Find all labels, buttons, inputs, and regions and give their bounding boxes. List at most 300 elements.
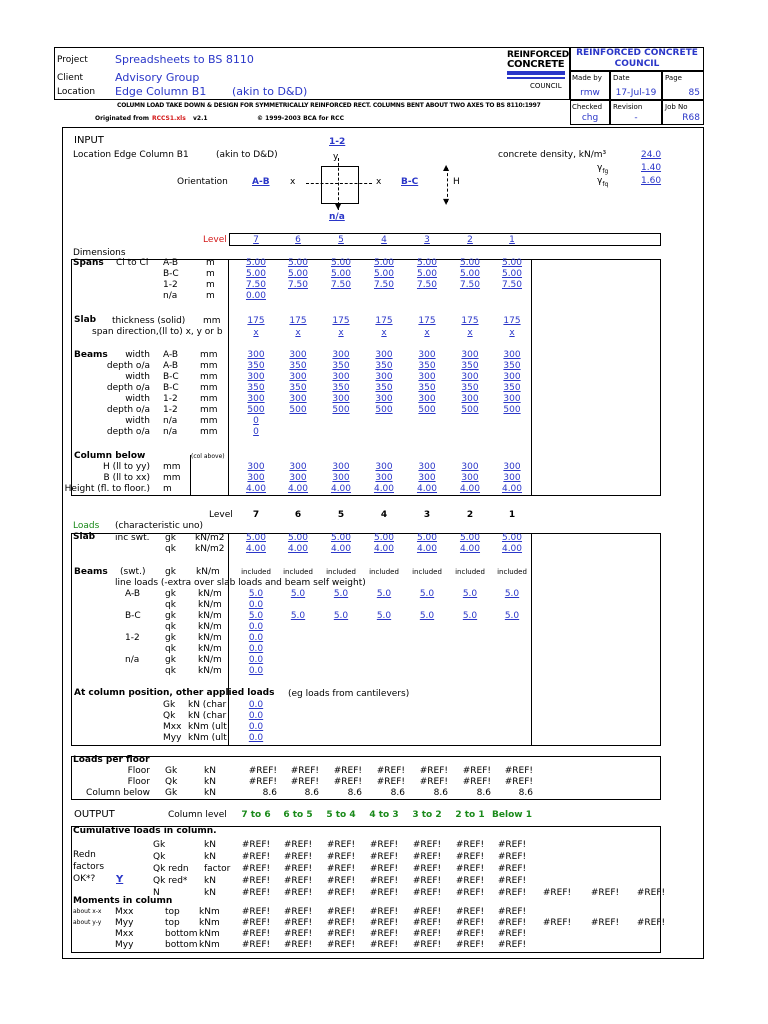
column-value[interactable]: 300 [375,473,393,483]
slab-load-value[interactable]: 4.00 [459,544,481,554]
beam-unit: mm [200,383,218,393]
column-value[interactable]: 300 [461,462,479,472]
column-value[interactable]: 4.00 [245,484,267,494]
beam-value[interactable]: 300 [332,394,350,404]
level-value[interactable]: 5 [338,235,344,245]
slab-load-label: gk [165,533,176,543]
moment-value: #REF! [497,907,527,917]
beam-value[interactable]: 500 [503,405,521,415]
line-load-unit: kN/m [198,644,222,654]
cumulative-value: #REF! [412,864,442,874]
span-value[interactable]: 7.50 [416,280,438,290]
span-value[interactable]: 5.00 [330,269,352,279]
beam-value[interactable]: 350 [247,361,265,371]
gamma-q-value[interactable]: 1.60 [641,176,662,186]
span-direction-value[interactable]: x [381,328,387,338]
applied-load-label: Qk [163,711,176,721]
cumulative-value: #REF! [497,864,527,874]
slab-load-value[interactable]: 4.00 [416,544,438,554]
slab-load-value[interactable]: 5.00 [330,533,352,543]
cumulative-value: #REF! [455,840,485,850]
line-load-unit: kN/m [198,600,222,610]
per-floor-value: #REF! [248,766,277,776]
cumulative-value: #REF! [326,852,356,862]
span-value[interactable]: 7.50 [501,280,523,290]
loads-value-divider [531,533,532,746]
line-load-value[interactable]: 5.0 [504,589,520,599]
applied-load-value[interactable]: 0.0 [248,722,264,732]
span-direction-value[interactable]: x [509,328,515,338]
moment-value: #REF! [326,929,356,939]
span-direction-value[interactable]: x [424,328,430,338]
span-value[interactable]: 5.00 [245,258,267,268]
span-value[interactable]: 5.00 [501,269,523,279]
span-value[interactable]: 5.00 [459,269,481,279]
column-unit: mm [163,473,181,483]
line-load-value[interactable]: 5.0 [376,589,392,599]
beam-swt-included: included [455,568,485,576]
line-load-label: qk [165,666,176,676]
beam-value[interactable]: 300 [247,372,265,382]
jobno-label: Job No [665,103,688,111]
span-direction-value[interactable]: x [253,328,259,338]
spans-label: Spans [73,258,104,268]
beam-value[interactable]: 300 [289,394,307,404]
beam-value[interactable]: 300 [375,372,393,382]
beam-value[interactable]: 300 [289,372,307,382]
loads-level-value: 4 [380,510,388,520]
beam-dim-label: width [125,416,150,426]
moment-unit: kNm [199,907,220,917]
cumulative-value: #REF! [455,852,485,862]
grid-right-link[interactable]: B-C [401,177,419,187]
cumulative-value: #REF! [636,888,666,898]
beam-axis-label: n/a [163,427,178,437]
span-value[interactable]: 5.00 [373,258,395,268]
beam-value[interactable]: 350 [289,361,307,371]
density-value[interactable]: 24.0 [641,150,662,160]
beam-unit: mm [200,361,218,371]
gamma-g-sub: fg [602,167,609,175]
span-value[interactable]: 5.00 [416,258,438,268]
cumulative-value: #REF! [412,852,442,862]
span-value[interactable]: 7.50 [330,280,352,290]
loads-slab-label: Slab [73,532,96,542]
cumulative-value: #REF! [455,888,485,898]
beam-value[interactable]: 300 [375,394,393,404]
moment-position: bottom [165,929,198,939]
level-value[interactable]: 7 [253,235,259,245]
span-value[interactable]: 5.00 [287,258,309,268]
per-floor-value: #REF! [462,777,491,787]
beam-value[interactable]: 300 [375,350,393,360]
beam-value[interactable]: 350 [418,383,436,393]
column-value[interactable]: 300 [503,473,521,483]
span-value[interactable]: 7.50 [245,280,267,290]
line-load-value[interactable]: 0.0 [248,644,264,654]
per-floor-value: #REF! [290,766,319,776]
loads-beams-unit: kN/m [196,567,220,577]
slab-thickness-value[interactable]: 175 [332,316,350,326]
moment-value: #REF! [455,929,485,939]
grid-top-link[interactable]: 1-2 [329,137,346,147]
applied-load-label: Myy [163,733,182,743]
per-floor-value: #REF! [419,766,448,776]
span-value[interactable]: 5.00 [287,269,309,279]
moment-value: #REF! [455,940,485,950]
slab-load-value[interactable]: 4.00 [245,544,267,554]
column-level-value: 5 to 4 [326,810,356,820]
beam-value[interactable]: 500 [375,405,393,415]
beam-value[interactable]: 300 [418,372,436,382]
beam-value[interactable]: 350 [375,361,393,371]
page-value: 85 [688,88,700,98]
beam-value[interactable]: 300 [503,372,521,382]
input-location-note: (akin to D&D) [216,150,278,160]
line-load-value[interactable]: 5.0 [419,611,435,621]
moment-label: Mxx [115,929,134,939]
beam-axis-label: B-C [163,383,179,393]
x-axis-left: x [290,177,296,187]
beam-dim-label: depth o/a [106,383,150,393]
moment-value: #REF! [241,907,271,917]
slab-load-value[interactable]: 5.00 [459,533,481,543]
applied-load-unit: kNm (ult [188,722,227,732]
col-below-divider [190,455,191,496]
cumulative-value: #REF! [542,888,572,898]
line-load-value[interactable]: 5.0 [333,589,349,599]
beam-value[interactable]: 300 [503,394,521,404]
level-value[interactable]: 3 [424,235,430,245]
line-load-value[interactable]: 5.0 [376,611,392,621]
beam-value[interactable]: 500 [289,405,307,415]
beam-unit: mm [200,405,218,415]
input-title: INPUT [74,135,104,146]
per-floor-value: #REF! [248,777,277,787]
line-load-value[interactable]: 5.0 [504,611,520,621]
beam-value[interactable]: 500 [247,405,265,415]
beam-value[interactable]: 500 [418,405,436,415]
per-floor-type: Gk [165,788,178,798]
column-level-value: 4 to 3 [369,810,399,820]
column-unit: m [163,484,172,494]
slab-thickness-value[interactable]: 175 [461,316,479,326]
moment-value: #REF! [241,940,271,950]
moment-unit: kNm [199,918,220,928]
checked-label: Checked [572,103,603,111]
beam-axis-label: A-B [163,361,179,371]
per-floor-value: #REF! [290,777,319,787]
slab-load-value[interactable]: 5.00 [416,533,438,543]
moment-value: #REF! [369,940,399,950]
line-load-unit: kN/m [198,666,222,676]
column-level-value: 7 to 6 [241,810,271,820]
applied-load-value[interactable]: 0.0 [248,711,264,721]
cumulative-value: #REF! [369,864,399,874]
cumulative-label: N [153,888,160,898]
slab-load-value[interactable]: 5.00 [245,533,267,543]
slab-load-value[interactable]: 4.00 [373,544,395,554]
applied-load-label: Gk [163,700,176,710]
beam-value[interactable]: 300 [332,372,350,382]
per-floor-value: 8.6 [390,788,405,798]
per-floor-type: Qk [165,777,178,787]
moment-label: Myy [115,940,134,950]
cumulative-value: #REF! [326,864,356,874]
beam-value[interactable]: 0 [253,416,259,426]
slab-thickness-value[interactable]: 175 [503,316,521,326]
slab-load-unit: kN/m2 [195,533,225,543]
per-floor-value: 8.6 [304,788,319,798]
span-value[interactable]: 7.50 [459,280,481,290]
span-value[interactable]: 5.00 [459,258,481,268]
beam-value[interactable]: 350 [418,361,436,371]
column-value[interactable]: 300 [289,462,307,472]
beam-axis-label: A-B [163,350,179,360]
cumulative-title: Cumulative loads in column. [73,826,217,836]
per-floor-value: #REF! [376,766,405,776]
line-load-value[interactable]: 5.0 [462,611,478,621]
beam-unit: mm [200,394,218,404]
cumulative-value: #REF! [283,840,313,850]
level-value[interactable]: 1 [509,235,515,245]
beam-unit: mm [200,350,218,360]
line-load-value[interactable]: 5.0 [248,589,264,599]
span-unit: m [206,269,215,279]
beam-value[interactable]: 300 [461,394,479,404]
beam-swt-included: included [497,568,527,576]
subtitle: COLUMN LOAD TAKE DOWN & DESIGN FOR SYMMETRICALLY REINFORCED RECT. COLUMNS BENT ABOUT TWO AXES TO BS 8110:1997 [117,102,541,109]
slab-thickness-value[interactable]: 175 [418,316,436,326]
beam-value[interactable]: 500 [461,405,479,415]
cumulative-value: #REF! [369,888,399,898]
span-value[interactable]: 0.00 [245,291,267,301]
moment-label: Mxx [115,907,134,917]
gamma-g-value[interactable]: 1.40 [641,163,662,173]
slab-unit: mm [203,316,221,326]
column-value[interactable]: 300 [503,462,521,472]
slab-load-value[interactable]: 4.00 [287,544,309,554]
loads-sub: (characteristic uno) [115,521,204,531]
beam-value[interactable]: 300 [332,350,350,360]
spans-sub: Cl to Cl [116,258,149,268]
cumulative-value: #REF! [412,840,442,850]
level-value[interactable]: 2 [467,235,473,245]
span-value[interactable]: 5.00 [330,258,352,268]
per-floor-value: #REF! [333,766,362,776]
level-value[interactable]: 4 [381,235,387,245]
slab-thickness-value[interactable]: 175 [247,316,265,326]
line-load-value[interactable]: 0.0 [248,633,264,643]
slab-label: Slab [74,315,97,325]
cumulative-label: Qk [153,852,166,862]
column-value[interactable]: 300 [332,473,350,483]
span-direction-value[interactable]: x [338,328,344,338]
column-section [321,166,359,204]
column-above-note: (col above) [191,453,225,460]
cumulative-value: #REF! [326,888,356,898]
moment-value: #REF! [590,918,620,928]
line-load-value[interactable]: 0.0 [248,666,264,676]
cumulative-label: Gk [153,840,166,850]
column-dim-label: H (ll to yy) [102,462,150,472]
grid-left-link[interactable]: A-B [252,177,270,187]
moment-value: #REF! [326,918,356,928]
moment-position: top [165,918,180,928]
beam-value[interactable]: 350 [461,361,479,371]
x-axis-right: x [376,177,382,187]
span-unit: m [206,280,215,290]
column-level-value: Below 1 [492,810,532,820]
slab-load-value[interactable]: 5.00 [501,533,523,543]
moment-value: #REF! [369,929,399,939]
beam-value[interactable]: 300 [461,372,479,382]
column-value[interactable]: 300 [461,473,479,483]
span-value[interactable]: 5.00 [245,269,267,279]
cumulative-value: #REF! [283,864,313,874]
per-floor-value: 8.6 [476,788,491,798]
moment-label: Myy [115,918,134,928]
location-note: (akin to D&D) [232,85,308,98]
column-value[interactable]: 4.00 [287,484,309,494]
span-value[interactable]: 7.50 [287,280,309,290]
grid-bottom-link[interactable]: n/a [329,212,345,222]
line-load-value[interactable]: 5.0 [462,589,478,599]
moment-value: #REF! [497,929,527,939]
loads-level-value: 6 [294,510,302,520]
slab-thickness-value[interactable]: 175 [375,316,393,326]
beam-value[interactable]: 300 [289,350,307,360]
moment-unit: kNm [199,929,220,939]
beam-value[interactable]: 350 [289,383,307,393]
cumulative-value: #REF! [283,888,313,898]
applied-load-value[interactable]: 0.0 [248,700,264,710]
line-load-value[interactable]: 0.0 [248,655,264,665]
moment-value: #REF! [412,918,442,928]
loads-beams-gk: gk [165,567,176,577]
beam-value[interactable]: 300 [503,350,521,360]
column-value[interactable]: 4.00 [373,484,395,494]
dim-label-divider [228,259,229,496]
logo-stripe-2 [507,77,565,79]
beams-label: Beams [74,350,108,360]
beam-value[interactable]: 300 [461,350,479,360]
line-load-value[interactable]: 5.0 [333,611,349,621]
column-value[interactable]: 300 [418,473,436,483]
beam-value[interactable]: 0 [253,427,259,437]
column-below-label: Column below [74,451,146,461]
beam-unit: mm [200,372,218,382]
span-direction-value[interactable]: x [295,328,301,338]
column-value[interactable]: 4.00 [330,484,352,494]
line-load-value[interactable]: 0.0 [248,622,264,632]
beam-value[interactable]: 350 [461,383,479,393]
line-load-value[interactable]: 5.0 [290,611,306,621]
moment-value: #REF! [412,907,442,917]
line-load-value[interactable]: 0.0 [248,600,264,610]
line-load-value[interactable]: 5.0 [248,611,264,621]
cumulative-unit: kN [204,876,216,886]
loads-title: Loads [73,521,100,531]
line-load-value[interactable]: 5.0 [290,589,306,599]
slab-load-value[interactable]: 4.00 [501,544,523,554]
span-value[interactable]: 5.00 [501,258,523,268]
at-column-label: At column position, other applied loads [74,688,275,698]
column-value[interactable]: 300 [247,462,265,472]
revision-value: - [634,113,638,123]
beam-value[interactable]: 300 [418,394,436,404]
checked-value: chg [581,113,599,123]
beam-value[interactable]: 350 [247,383,265,393]
span-value[interactable]: 7.50 [373,280,395,290]
column-value[interactable]: 300 [332,462,350,472]
beam-value[interactable]: 350 [503,361,521,371]
applied-load-value[interactable]: 0.0 [248,733,264,743]
cumulative-side-label: factors [73,862,105,872]
beam-value[interactable]: 350 [375,383,393,393]
slab-load-value[interactable]: 4.00 [330,544,352,554]
slab-load-value[interactable]: 5.00 [287,533,309,543]
beam-dim-label: width [125,394,150,404]
column-value[interactable]: 300 [375,462,393,472]
column-value[interactable]: 4.00 [416,484,438,494]
per-floor-label: Column below [86,788,150,798]
line-load-value[interactable]: 5.0 [419,589,435,599]
beam-value[interactable]: 350 [332,361,350,371]
loads-level-value: 1 [508,510,516,520]
column-value[interactable]: 300 [289,473,307,483]
h-label: H [453,177,460,187]
span-value[interactable]: 5.00 [373,269,395,279]
column-dim-label: Height (fl. to floor.) [64,484,150,494]
line-load-axis: A-B [125,589,141,599]
beam-dim-label: depth o/a [106,405,150,415]
y-axis-arrow-down: ▼ [335,202,342,211]
moment-value: #REF! [455,907,485,917]
cumulative-value: #REF! [497,852,527,862]
cumulative-value: #REF! [283,852,313,862]
per-floor-value: #REF! [462,766,491,776]
beam-value[interactable]: 300 [418,350,436,360]
beam-value[interactable]: 500 [332,405,350,415]
beam-swt-included: included [283,568,313,576]
span-direction-value[interactable]: x [467,328,473,338]
beam-value[interactable]: 300 [247,350,265,360]
ok-value[interactable]: Y [116,874,124,885]
slab-thickness-value[interactable]: 175 [289,316,307,326]
column-unit: mm [163,462,181,472]
column-value[interactable]: 4.00 [501,484,523,494]
column-dim-label: B (ll to xx) [103,473,150,483]
slab-thickness-label: thickness (solid) [112,316,186,326]
column-value[interactable]: 4.00 [459,484,481,494]
beam-value[interactable]: 350 [503,383,521,393]
span-axis-label: n/a [163,291,178,301]
beam-value[interactable]: 300 [247,394,265,404]
line-load-unit: kN/m [198,622,222,632]
per-floor-title: Loads per floor [73,755,150,765]
beam-value[interactable]: 350 [332,383,350,393]
level-value[interactable]: 6 [295,235,301,245]
per-floor-value: #REF! [504,777,533,787]
beam-axis-label: 1-2 [163,405,178,415]
span-value[interactable]: 5.00 [416,269,438,279]
column-value[interactable]: 300 [418,462,436,472]
column-value[interactable]: 300 [247,473,265,483]
slab-load-value[interactable]: 5.00 [373,533,395,543]
span-unit: m [206,291,215,301]
cumulative-value: #REF! [497,840,527,850]
